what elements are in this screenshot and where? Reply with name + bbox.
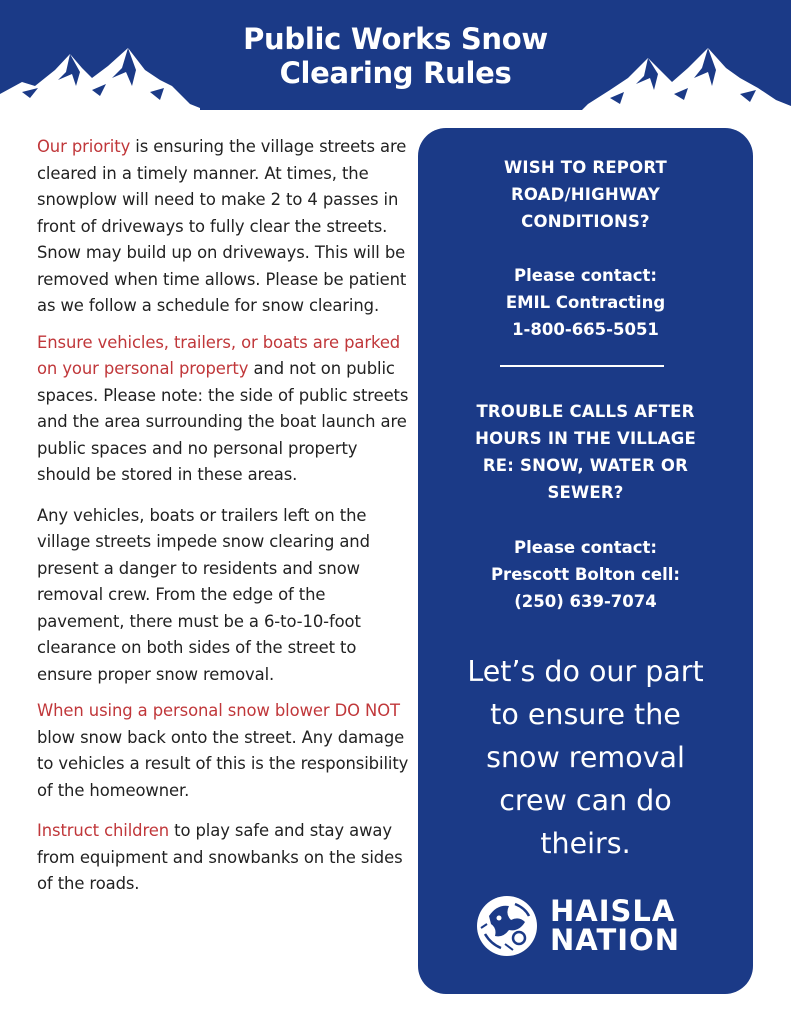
section-divider [500, 365, 664, 367]
contact-name: Prescott Bolton cell: [490, 565, 681, 584]
rule-highlight: When using a personal snow blower DO NOT [37, 701, 400, 720]
road-report-question [418, 154, 753, 235]
title-line-2: Clearing Rules [279, 56, 512, 90]
rule-paragraph-children [37, 818, 412, 898]
question-line: SEWER? [547, 483, 624, 502]
question-line: HOURS IN THE VILLAGE [475, 429, 696, 448]
slogan-line: Let’s do our part [467, 655, 704, 688]
haisla-nation-logo [473, 893, 703, 959]
title-line-1: Public Works Snow [243, 22, 548, 56]
contact-label: Please contact: [514, 538, 657, 557]
rule-highlight: Instruct children [37, 821, 170, 840]
question-line: RE: SNOW, WATER OR [482, 456, 689, 475]
page-title [0, 22, 791, 90]
road-report-contact [418, 262, 753, 343]
rule-highlight: Ensure vehicles, trailers, or boats are parked on your personal property [37, 332, 401, 378]
rule-body: to play safe and stay away from equipment and snowbanks on the sides of the roads. [37, 821, 403, 893]
contact-phone[interactable]: (250) 639-7074 [514, 592, 657, 611]
rules-column [37, 134, 412, 908]
logo-line-1: HAISLA [550, 894, 676, 928]
rule-body: Any vehicles, boats or trailers left on the village streets impede snow clearing and present a danger to residents and snow removal crew. From the edge of the pavement, there must be a 6-to-10-foot clearance on both sides of the street to ensure proper snow removal. [37, 505, 370, 684]
rule-paragraph-priority [37, 134, 412, 320]
contact-panel [418, 128, 753, 994]
question-line: ROAD/HIGHWAY [510, 185, 661, 204]
question-line: CONDITIONS? [521, 212, 650, 231]
slogan [418, 650, 753, 865]
question-line: WISH TO REPORT [504, 158, 667, 177]
haisla-emblem-icon [475, 894, 539, 958]
logo-line-2: NATION [550, 923, 680, 957]
rule-paragraph-clearance [37, 503, 412, 689]
rule-paragraph-parking [37, 330, 412, 489]
slogan-line: to ensure the [490, 698, 681, 731]
slogan-line: theirs. [540, 827, 631, 860]
rule-body: and not on public spaces. Please note: the side of public streets and the area surrounding the boat launch are public spaces and no personal property should be stored in these areas. [37, 359, 409, 484]
rule-highlight: Our priority [37, 137, 131, 156]
slogan-line: crew can do [499, 784, 672, 817]
header-banner [0, 0, 791, 112]
rule-body: is ensuring the village streets are cleared in a timely manner. At times, the snowplow will need to make 2 to 4 passes in front of driveways to fully clear the streets. Snow may build up on driveways. This will be removed when time allows. Please be patient as we follow a schedule for snow clearing. [37, 137, 407, 315]
rule-body: blow snow back onto the street. Any damage to vehicles a result of this is the responsibility of the homeowner. [37, 727, 409, 800]
question-line: TROUBLE CALLS AFTER [476, 402, 695, 421]
logo-wordmark [550, 894, 680, 957]
trouble-calls-question [418, 398, 753, 506]
contact-label: Please contact: [514, 266, 657, 285]
trouble-calls-contact [418, 534, 753, 615]
contact-name: EMIL Contracting [505, 293, 666, 312]
contact-phone[interactable]: 1-800-665-5051 [512, 320, 659, 339]
rule-paragraph-snow-blower [37, 698, 412, 804]
slogan-line: snow removal [486, 741, 685, 774]
header-divider [0, 110, 791, 112]
